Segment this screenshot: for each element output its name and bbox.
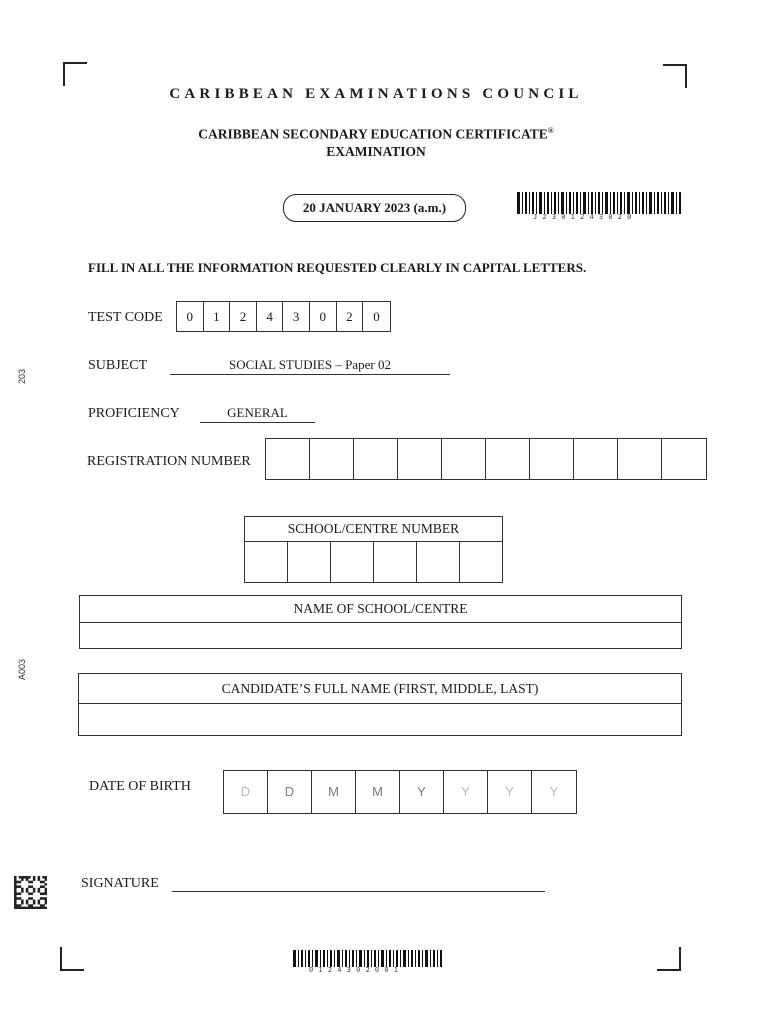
top-barcode-digits: J2301243020 <box>533 213 637 221</box>
barcode-icon <box>517 192 683 214</box>
test-code-digit: 2 <box>230 302 257 331</box>
school-centre-digit-box[interactable] <box>288 542 331 583</box>
corner-mark-bottom-left <box>60 947 84 971</box>
test-code-digit: 0 <box>310 302 337 331</box>
council-title: CARIBBEAN EXAMINATIONS COUNCIL <box>169 86 583 102</box>
corner-mark-bottom-right <box>657 947 681 971</box>
proficiency-field[interactable]: GENERAL <box>200 405 315 423</box>
exam-date-badge: 20 JANUARY 2023 (a.m.) <box>283 194 466 222</box>
dob-day-box[interactable]: D <box>224 771 268 813</box>
test-code-label: TEST CODE <box>88 310 163 325</box>
side-mark-top: 203 <box>17 368 27 384</box>
dob-month-box[interactable]: M <box>312 771 356 813</box>
registration-digit-box[interactable] <box>530 439 574 479</box>
certificate-title <box>0 122 752 160</box>
registration-number-grid <box>265 438 707 480</box>
school-centre-number-label: SCHOOL/CENTRE NUMBER <box>245 517 502 542</box>
test-code-digit: 0 <box>373 309 380 324</box>
test-code-digit: 3 <box>283 302 310 331</box>
test-code-grid <box>176 301 391 332</box>
candidate-name-box <box>78 673 682 736</box>
subject-label: SUBJECT <box>88 358 148 373</box>
bottom-barcode <box>293 950 445 974</box>
dob-year-box[interactable]: Y <box>400 771 444 813</box>
dob-year-box[interactable]: Y <box>549 784 559 799</box>
dob-day-box[interactable]: D <box>268 771 312 813</box>
barcode-icon <box>293 950 445 967</box>
datamatrix-code-icon <box>14 876 47 909</box>
registered-mark: ® <box>547 126 554 135</box>
side-mark-middle: A003 <box>17 658 27 680</box>
dob-year-box[interactable]: Y <box>488 771 532 813</box>
school-centre-digit-box[interactable] <box>460 542 502 583</box>
school-centre-digit-box[interactable] <box>417 542 460 583</box>
date-of-birth-label: DATE OF BIRTH <box>89 779 191 794</box>
corner-mark-top-left <box>63 62 87 86</box>
top-barcode <box>517 192 683 221</box>
registration-digit-box[interactable] <box>486 439 530 479</box>
registration-label: REGISTRATION NUMBER <box>87 454 251 469</box>
test-code-digit: 4 <box>257 302 284 331</box>
signature-label: SIGNATURE <box>81 876 159 891</box>
registration-digit-box[interactable] <box>354 439 398 479</box>
registration-digit-box[interactable] <box>442 439 486 479</box>
registration-digit-box[interactable] <box>618 439 662 479</box>
corner-mark-top-right <box>663 64 687 88</box>
school-name-field[interactable] <box>80 623 681 649</box>
bottom-barcode-digits: 0124302001 <box>309 966 404 974</box>
school-centre-digit-box[interactable] <box>245 542 288 583</box>
registration-digit-box[interactable] <box>266 439 310 479</box>
candidate-name-field[interactable] <box>79 704 681 736</box>
certificate-line-2: EXAMINATION <box>326 143 426 159</box>
date-of-birth-grid <box>223 770 577 814</box>
dob-year-box[interactable]: Y <box>444 771 488 813</box>
school-centre-number-grid <box>245 542 502 583</box>
registration-digit-box[interactable] <box>662 439 706 479</box>
proficiency-label: PROFICIENCY <box>88 406 180 421</box>
school-centre-digit-box[interactable] <box>331 542 374 583</box>
registration-digit-box[interactable] <box>398 439 442 479</box>
candidate-name-label: CANDIDATE’S FULL NAME (FIRST, MIDDLE, LAST) <box>79 674 681 704</box>
school-name-label: NAME OF SCHOOL/CENTRE <box>80 596 681 623</box>
test-code-digit: 1 <box>204 302 231 331</box>
test-code-digit: 0 <box>177 302 204 331</box>
school-centre-number-box <box>244 516 503 583</box>
subject-field[interactable]: SOCIAL STUDIES – Paper 02 <box>170 357 450 375</box>
registration-digit-box[interactable] <box>310 439 354 479</box>
school-centre-digit-box[interactable] <box>374 542 417 583</box>
school-name-box <box>79 595 682 649</box>
dob-month-box[interactable]: M <box>356 771 400 813</box>
registration-digit-box[interactable] <box>574 439 618 479</box>
signature-line[interactable] <box>172 891 545 892</box>
certificate-line-1: CARIBBEAN SECONDARY EDUCATION CERTIFICATE <box>198 126 548 142</box>
test-code-digit: 2 <box>337 302 364 331</box>
instruction-text: FILL IN ALL THE INFORMATION REQUESTED CLEARLY IN CAPITAL LETTERS. <box>88 260 587 275</box>
